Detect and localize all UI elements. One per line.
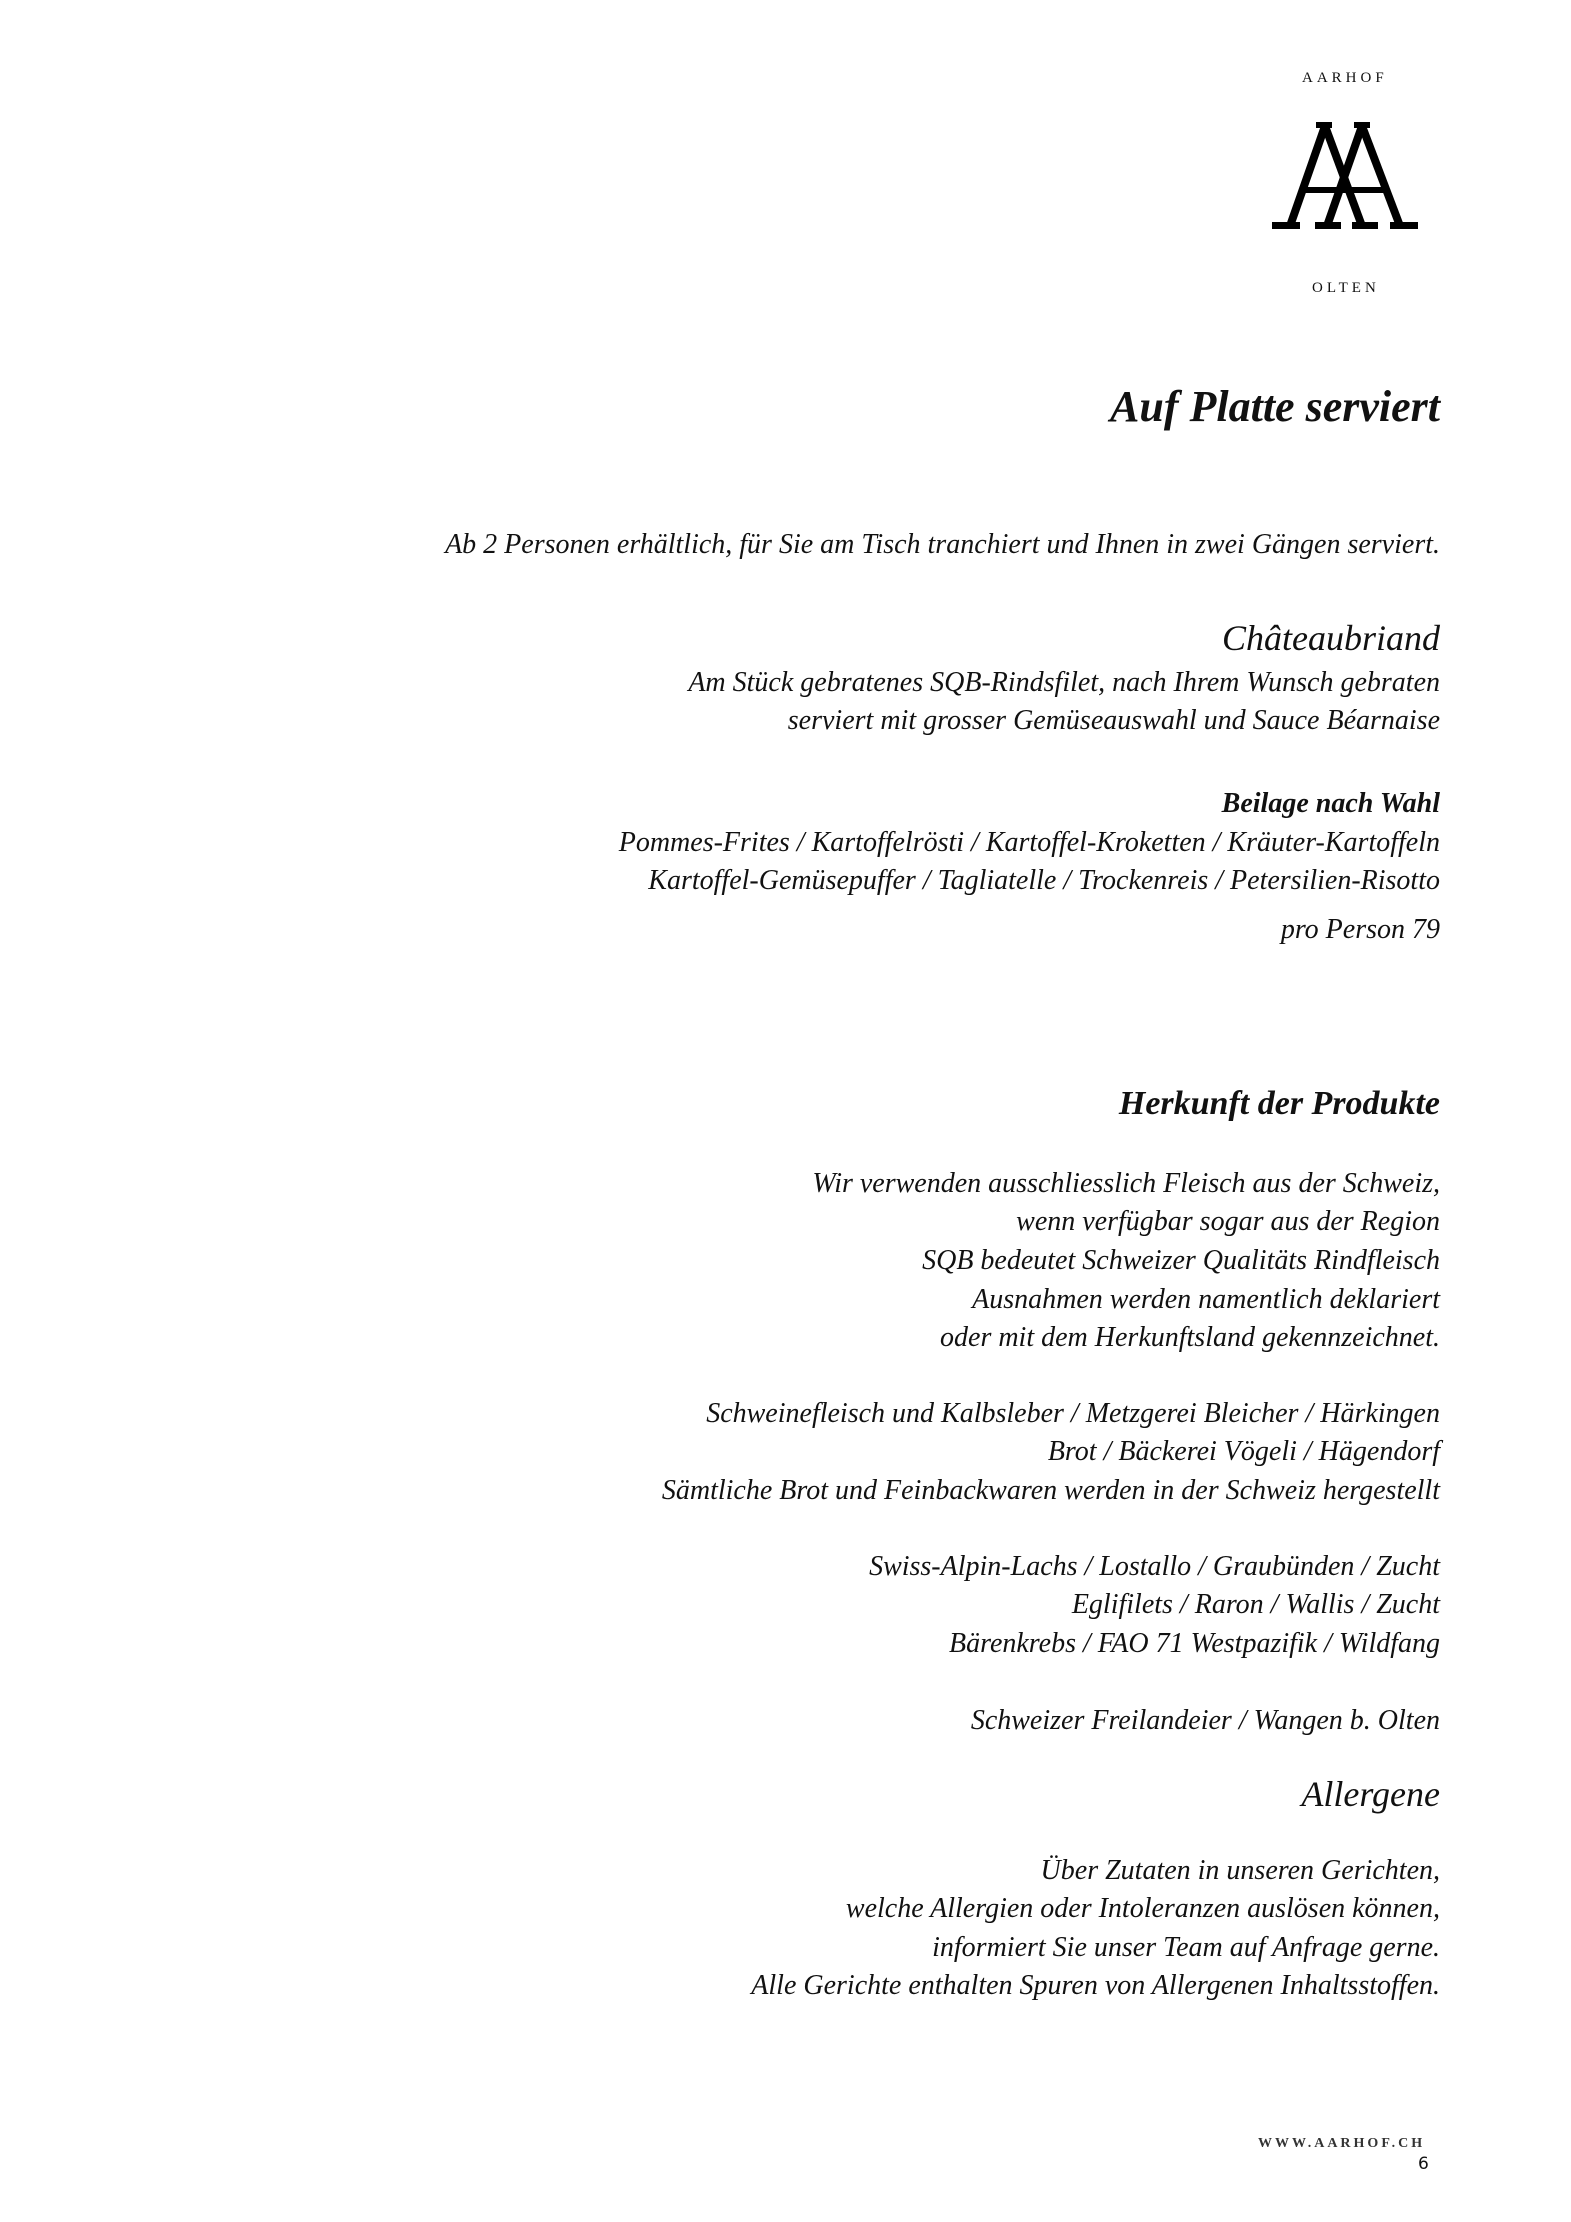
dish-price: pro Person 79 <box>1280 914 1440 945</box>
dish-description: Am Stück gebratenes SQB-Rindsfilet, nach Ihrem Wunsch gebraten <box>688 667 1440 698</box>
brand-city: OLTEN <box>1312 280 1380 296</box>
sides-list: Kartoffel-Gemüsepuffer / Tagliatelle / Trockenreis / Petersilien-Risotto <box>648 865 1440 896</box>
supplier-line: Brot / Bäckerei Vögeli / Hägendorf <box>1047 1436 1440 1467</box>
website-link: WWW.AARHOF.CH <box>1258 2136 1426 2151</box>
fish-origin-line: Bärenkrebs / FAO 71 Westpazifik / Wildfang <box>948 1628 1440 1659</box>
page-number: 6 <box>1418 2154 1429 2174</box>
sides-heading: Beilage nach Wahl <box>1221 788 1440 819</box>
allergens-heading: Allergene <box>1301 1774 1440 1814</box>
supplier-line: Schweinefleisch und Kalbsleber / Metzgerei Bleicher / Härkingen <box>706 1398 1440 1429</box>
intro-text: Ab 2 Personen erhältlich, für Sie am Tisch tranchiert und Ihnen in zwei Gängen serviert. <box>445 529 1440 560</box>
allergens-text: informiert Sie unser Team auf Anfrage gerne. <box>932 1932 1440 1963</box>
sides-list: Pommes-Frites / Kartoffelrösti / Kartoffel-Kroketten / Kräuter-Kartoffeln <box>618 827 1440 858</box>
origin-text: oder mit dem Herkunftsland gekennzeichnet. <box>940 1322 1440 1353</box>
page-title: Auf Platte serviert <box>1110 382 1440 431</box>
fish-origin-line: Eglifilets / Raron / Wallis / Zucht <box>1071 1589 1440 1620</box>
allergens-text: welche Allergien oder Intoleranzen auslösen können, <box>845 1893 1440 1924</box>
origin-text: SQB bedeutet Schweizer Qualitäts Rindfleisch <box>922 1245 1440 1276</box>
eggs-origin-line: Schweizer Freilandeier / Wangen b. Olten <box>970 1705 1440 1736</box>
brand-name: AARHOF <box>1302 70 1388 86</box>
fish-origin-line: Swiss-Alpin-Lachs / Lostallo / Graubünden / Zucht <box>869 1551 1440 1582</box>
dish-name: Châteaubriand <box>1221 618 1440 658</box>
aa-monogram-logo <box>1270 118 1430 233</box>
origin-text: wenn verfügbar sogar aus der Region <box>1016 1206 1440 1237</box>
supplier-line: Sämtliche Brot und Feinbackwaren werden in der Schweiz hergestellt <box>661 1475 1440 1506</box>
origin-text: Wir verwenden ausschliesslich Fleisch aus der Schweiz, <box>812 1168 1440 1199</box>
origin-text: Ausnahmen werden namentlich deklariert <box>972 1284 1440 1315</box>
allergens-text: Alle Gerichte enthalten Spuren von Allergenen Inhaltsstoffen. <box>751 1970 1440 2001</box>
allergens-text: Über Zutaten in unseren Gerichten, <box>1040 1855 1440 1886</box>
dish-description: serviert mit grosser Gemüseauswahl und Sauce Béarnaise <box>787 705 1440 736</box>
origin-heading: Herkunft der Produkte <box>1118 1085 1440 1122</box>
